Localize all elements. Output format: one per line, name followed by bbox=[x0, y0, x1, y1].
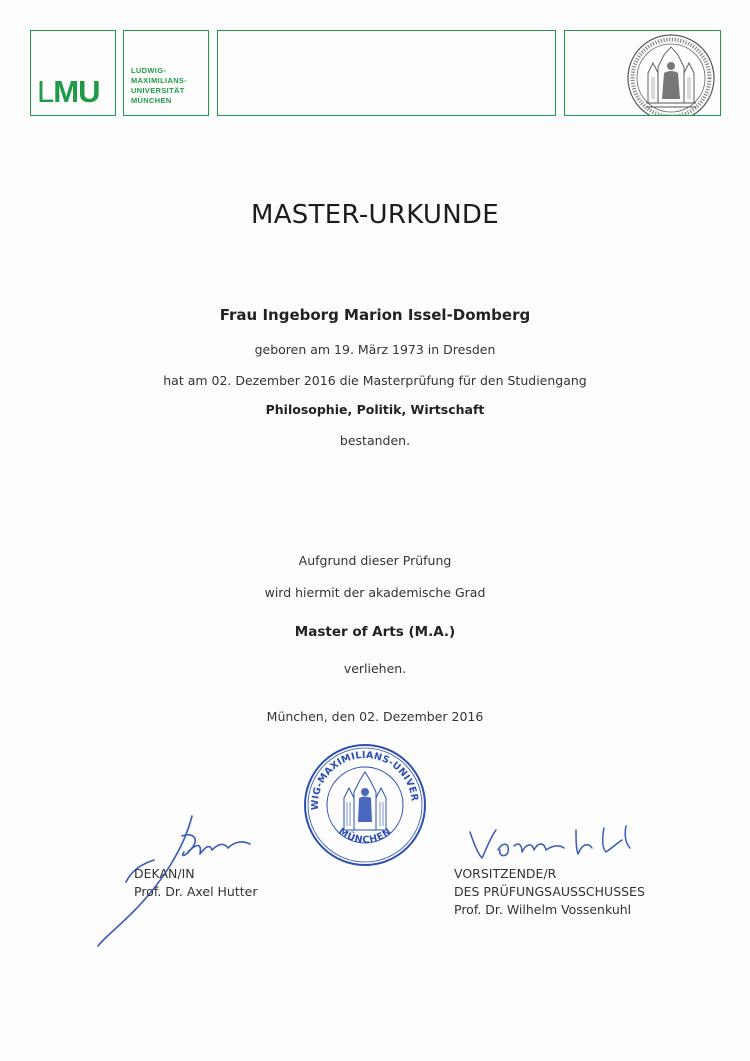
recipient-name: Frau Ingeborg Marion Issel-Domberg bbox=[219, 306, 531, 324]
header-blank-box bbox=[217, 30, 556, 116]
degree-name: Master of Arts (M.A.) bbox=[294, 624, 456, 640]
stamp-seal-icon bbox=[300, 740, 430, 870]
place-date: München, den 02. Dezember 2016 bbox=[266, 709, 484, 724]
university-name-line: MÜNCHEN bbox=[131, 96, 172, 105]
university-name-line: MAXIMILIANS- bbox=[131, 76, 188, 85]
dean-name: Prof. Dr. Axel Hutter bbox=[134, 884, 258, 899]
basis-line: Aufgrund dieser Prüfung bbox=[298, 553, 452, 568]
stamp-bottom-text: MÜNCHEN bbox=[336, 826, 394, 846]
dean-signature-block bbox=[134, 865, 258, 901]
university-seal-icon bbox=[626, 33, 716, 116]
exam-line: hat am 02. Dezember 2016 die Masterprüfung für den Studiengang bbox=[163, 373, 587, 388]
official-stamp bbox=[300, 740, 430, 874]
chair-role-line-1: VORSITZENDE/R bbox=[454, 866, 557, 881]
birth-line: geboren am 19. März 1973 in Dresden bbox=[254, 342, 496, 357]
stamp-ring-text: WIG-MAXIMILIANS-UNIVER bbox=[309, 749, 420, 811]
university-name-line: LUDWIG- bbox=[131, 66, 167, 75]
lmu-logo: LMU bbox=[37, 74, 100, 109]
certificate-title: MASTER-URKUNDE bbox=[250, 200, 499, 230]
passed-line: bestanden. bbox=[339, 433, 411, 448]
chair-signature-block bbox=[454, 865, 645, 919]
conferred-line: verliehen. bbox=[343, 661, 407, 676]
grant-line: wird hiermit der akademische Grad bbox=[264, 585, 486, 600]
university-name-box bbox=[123, 30, 209, 116]
university-name-line: UNIVERSITÄT bbox=[131, 86, 185, 95]
university-name bbox=[131, 66, 187, 106]
svg-text:MÜNCHEN bbox=[336, 826, 394, 846]
chair-name: Prof. Dr. Wilhelm Vossenkuhl bbox=[454, 902, 632, 917]
header-seal-box bbox=[564, 30, 721, 116]
lmu-logo-box bbox=[30, 30, 116, 116]
program-name: Philosophie, Politik, Wirtschaft bbox=[265, 402, 485, 417]
chair-role-line-2: DES PRÜFUNGSAUSSCHUSSES bbox=[454, 884, 645, 899]
dean-role: DEKAN/IN bbox=[134, 866, 195, 881]
